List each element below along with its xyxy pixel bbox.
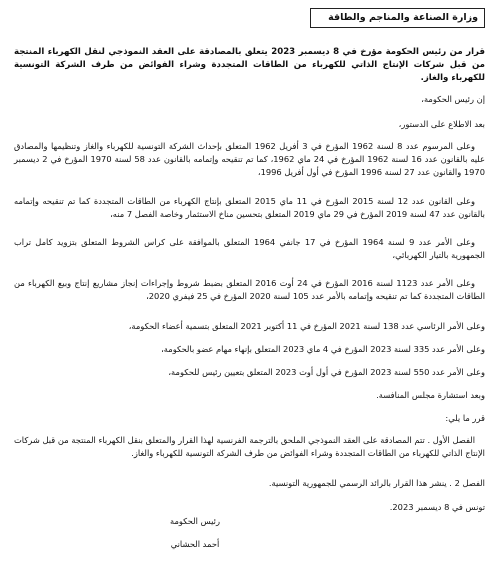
decree-title: قرار من رئيس الحكومة مؤرخ في 8 ديسمبر 2023 يتعلق بالمصادقة على العقد النموذجي لنقل الكهرباء المنتجة من قبل شركات الإنتاج الذاتي للكهرباء من الطاقات المتجددة وشراء الفوائض من طرف الشركة التونسية للكهرباء والغاز. [14, 47, 486, 83]
signatory-role: رئيس الحكومة [170, 516, 220, 526]
visa-law-2015: وعلى القانون عدد 12 لسنة 2015 المؤرخ في 11 ماي 2015 المتعلق بإنتاج الكهرباء من الطاقات المتجددة كما تم تنقيحه وإتمامه بالقانون عدد 47 لسنة 2019 المؤرخ في 29 ماي 2019 المتعلق بتحسين مناخ الاستثمار وخاصة الفصل 7 منه، [14, 196, 485, 219]
addressee: إن رئيس الحكومة، [421, 94, 485, 104]
ministry-header: وزارة الصناعة والمناجم والطاقة [310, 8, 485, 28]
visa-order-1964: وعلى الأمر عدد 9 لسنة 1964 المؤرخ في 17 جانفي 1964 المتعلق بالموافقة على كراس الشروط المتعلق بتزويد كامل تراب الجمهورية بالتيار الكهربائي، [14, 237, 485, 260]
place-date: تونس في 8 ديسمبر 2023. [389, 502, 485, 512]
visa-order-335-2023: وعلى الأمر عدد 335 لسنة 2023 المؤرخ في 4 ماي 2023 المتعلق بإنهاء مهام عضو بالحكومة، [161, 344, 485, 354]
visa-decree-1962: وعلى المرسوم عدد 8 لسنة 1962 المؤرخ في 3 أفريل 1962 المتعلق بإحداث الشركة التونسية للكهرباء والغاز وتنظيمها والمصادق عليه بالقانون عدد 16 لسنة 1962 المؤرخ في 24 ماي 1962، كما تم تنقيحه وإتمامه بالقانون عدد 58 لسنة 1970 المؤرخ في 2 ديسمبر 1970 والقانون عدد 27 لسنة 1996 المؤرخ في أول أفريل 1996، [14, 141, 486, 177]
article-1: الفصل الأول . تتم المصادقة على العقد النموذجي الملحق بالترجمة الفرنسية لهذا القرار والمتعلق بنقل الكهرباء المنتجة من قبل شركات الإنتاج الذاتي للكهرباء من الطاقات المتجددة وشراء الفوائض من طرف الشركة التونسية للكهرباء والغاز. [14, 435, 485, 458]
constitution-visa: بعد الاطلاع على الدستور، [398, 119, 485, 129]
visa-order-550-2023: وعلى الأمر عدد 550 لسنة 2023 المؤرخ في أول أوت 2023 المتعلق بتعيين رئيس للحكومة، [168, 367, 485, 377]
competition-council-visa: وبعد استشارة مجلس المنافسة. [376, 390, 485, 400]
decides-heading: قرر ما يلي: [445, 413, 485, 423]
signatory-name: أحمد الحشاني [170, 539, 220, 549]
visa-presidential-order-2021: وعلى الأمر الرئاسي عدد 138 لسنة 2021 المؤرخ في 11 أكتوبر 2021 المتعلق بتسمية أعضاء الحكومة، [128, 321, 485, 331]
article-2: الفصل 2 . ينشر هذا القرار بالرائد الرسمي للجمهورية التونسية. [268, 478, 485, 488]
visa-order-2016: وعلى الأمر عدد 1123 لسنة 2016 المؤرخ في 24 أوت 2016 المتعلق بضبط شروط وإجراءات إنجاز مشاريع إنتاج وبيع الكهرباء من الطاقات المتجددة كما تم تنقيحه وإتمامه بالأمر عدد 105 لسنة 2020 المؤرخ في 25 فيفري 2020، [14, 278, 485, 301]
